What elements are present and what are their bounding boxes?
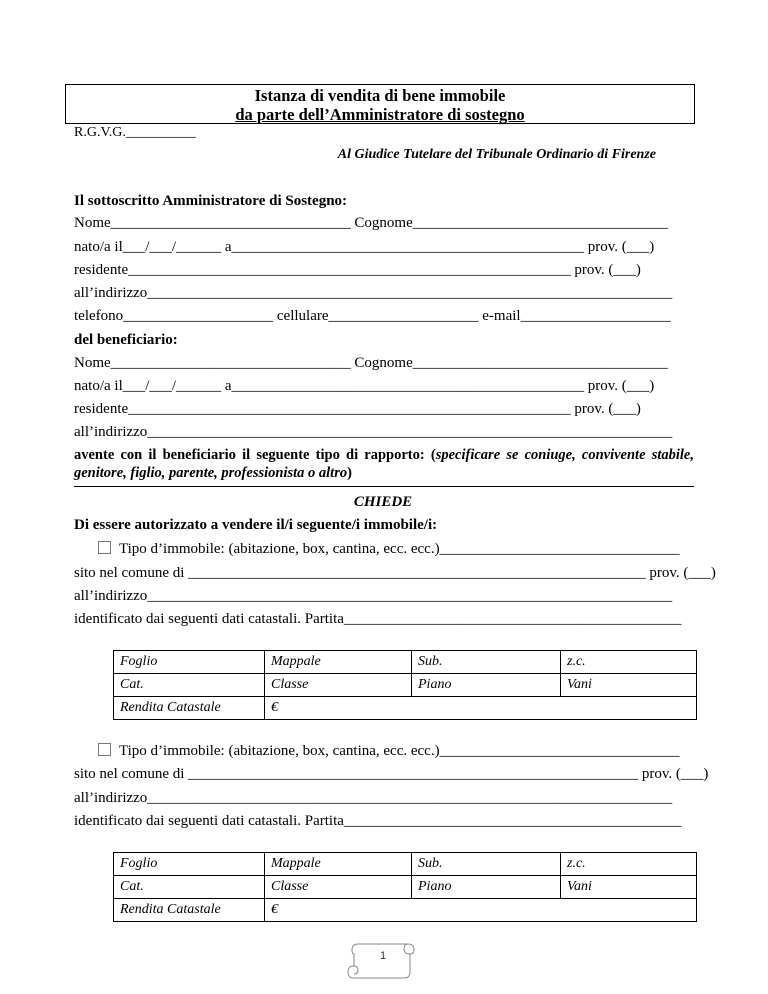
cell-rendita: Rendita Catastale [114, 899, 265, 922]
cell-foglio[interactable]: Foglio [114, 651, 265, 674]
immobile-1-catastali-field[interactable]: identificato dai seguenti dati catastali. Partita_____________________________________________ [74, 611, 682, 627]
catasto-table-2 [113, 852, 697, 922]
table-row [114, 651, 697, 674]
immobile-2-comune-field[interactable]: sito nel comune di ____________________________________________________________ prov. (___) [74, 766, 709, 782]
immobile-2-catastali-field[interactable]: identificato dai seguenti dati catastali. Partita_____________________________________________ [74, 813, 682, 829]
addressee: Al Giudice Tutelare del Tribunale Ordinario di Firenze [337, 147, 656, 162]
rapporto-line[interactable] [74, 486, 694, 487]
cell-rendita: Rendita Catastale [114, 697, 265, 720]
cell-zc[interactable]: z.c. [561, 853, 697, 876]
amm-contatti-field[interactable]: telefono____________________ cellulare____________________ e-mail____________________ [74, 308, 671, 324]
amministratore-heading: Il sottoscritto Amministratore di Sostegno: [74, 193, 348, 209]
checkbox-icon[interactable] [98, 743, 111, 756]
table-row [114, 853, 697, 876]
cell-rendita-value[interactable]: € [265, 697, 697, 720]
rapporto-paragraph: avente con il beneficiario il seguente tipo di rapporto: (specificare se coniuge, convivente stabile, genitore, figlio, parente, professionista o altro) [74, 447, 694, 481]
beneficiario-heading: del beneficiario: [74, 332, 178, 348]
cell-mappale[interactable]: Mappale [265, 651, 412, 674]
request-text: Di essere autorizzato a vendere il/i seguente/i immobile/i: [74, 517, 438, 533]
document-title [65, 84, 695, 124]
cell-sub[interactable]: Sub. [412, 853, 561, 876]
rgvg-field[interactable]: R.G.V.G.__________ [74, 125, 196, 140]
catasto-table-1 [113, 650, 697, 720]
title-line-1: Istanza di vendita di bene immobile [254, 86, 506, 105]
table-row [114, 876, 697, 899]
amm-indirizzo-field[interactable]: all’indirizzo______________________________________________________________________ [74, 285, 673, 301]
page-number: 1 [379, 950, 387, 962]
cell-rendita-value[interactable]: € [265, 899, 697, 922]
immobile-2-tipo-field[interactable]: Tipo d’immobile: (abitazione, box, cantina, ecc. ecc.)________________________________ [98, 742, 680, 760]
cell-vani[interactable]: Vani [561, 674, 697, 697]
table-row [114, 697, 697, 720]
ben-nascita-field[interactable]: nato/a il___/___/______ a_______________________________________________ prov. (___) [74, 378, 655, 394]
cell-cat[interactable]: Cat. [114, 876, 265, 899]
immobile-2-indirizzo-field[interactable]: all’indirizzo______________________________________________________________________ [74, 790, 673, 806]
cell-mappale[interactable]: Mappale [265, 853, 412, 876]
immobile-1-indirizzo-field[interactable]: all’indirizzo______________________________________________________________________ [74, 588, 673, 604]
cell-cat[interactable]: Cat. [114, 674, 265, 697]
cell-piano[interactable]: Piano [412, 876, 561, 899]
checkbox-icon[interactable] [98, 541, 111, 554]
ben-indirizzo-field[interactable]: all’indirizzo______________________________________________________________________ [74, 424, 673, 440]
ben-nome-cognome-field[interactable]: Nome________________________________ Cognome__________________________________ [74, 355, 668, 371]
immobile-1-comune-field[interactable]: sito nel comune di _____________________________________________________________ prov. (___) [74, 565, 716, 581]
cell-sub[interactable]: Sub. [412, 651, 561, 674]
ben-residente-field[interactable]: residente___________________________________________________________ prov. (___) [74, 401, 641, 417]
title-line-2: da parte dell’Amministratore di sostegno [235, 105, 525, 124]
amm-residente-field[interactable]: residente___________________________________________________________ prov. (___) [74, 262, 641, 278]
amm-nascita-field[interactable]: nato/a il___/___/______ a_______________________________________________ prov. (___) [74, 239, 655, 255]
cell-classe[interactable]: Classe [265, 674, 412, 697]
immobile-1-tipo-field[interactable]: Tipo d’immobile: (abitazione, box, cantina, ecc. ecc.)________________________________ [98, 540, 680, 558]
cell-zc[interactable]: z.c. [561, 651, 697, 674]
table-row [114, 674, 697, 697]
amm-nome-cognome-field[interactable]: Nome________________________________ Cognome__________________________________ [74, 215, 668, 231]
cell-classe[interactable]: Classe [265, 876, 412, 899]
cell-foglio[interactable]: Foglio [114, 853, 265, 876]
cell-piano[interactable]: Piano [412, 674, 561, 697]
cell-vani[interactable]: Vani [561, 876, 697, 899]
chiede-heading: CHIEDE [353, 494, 413, 510]
table-row [114, 899, 697, 922]
